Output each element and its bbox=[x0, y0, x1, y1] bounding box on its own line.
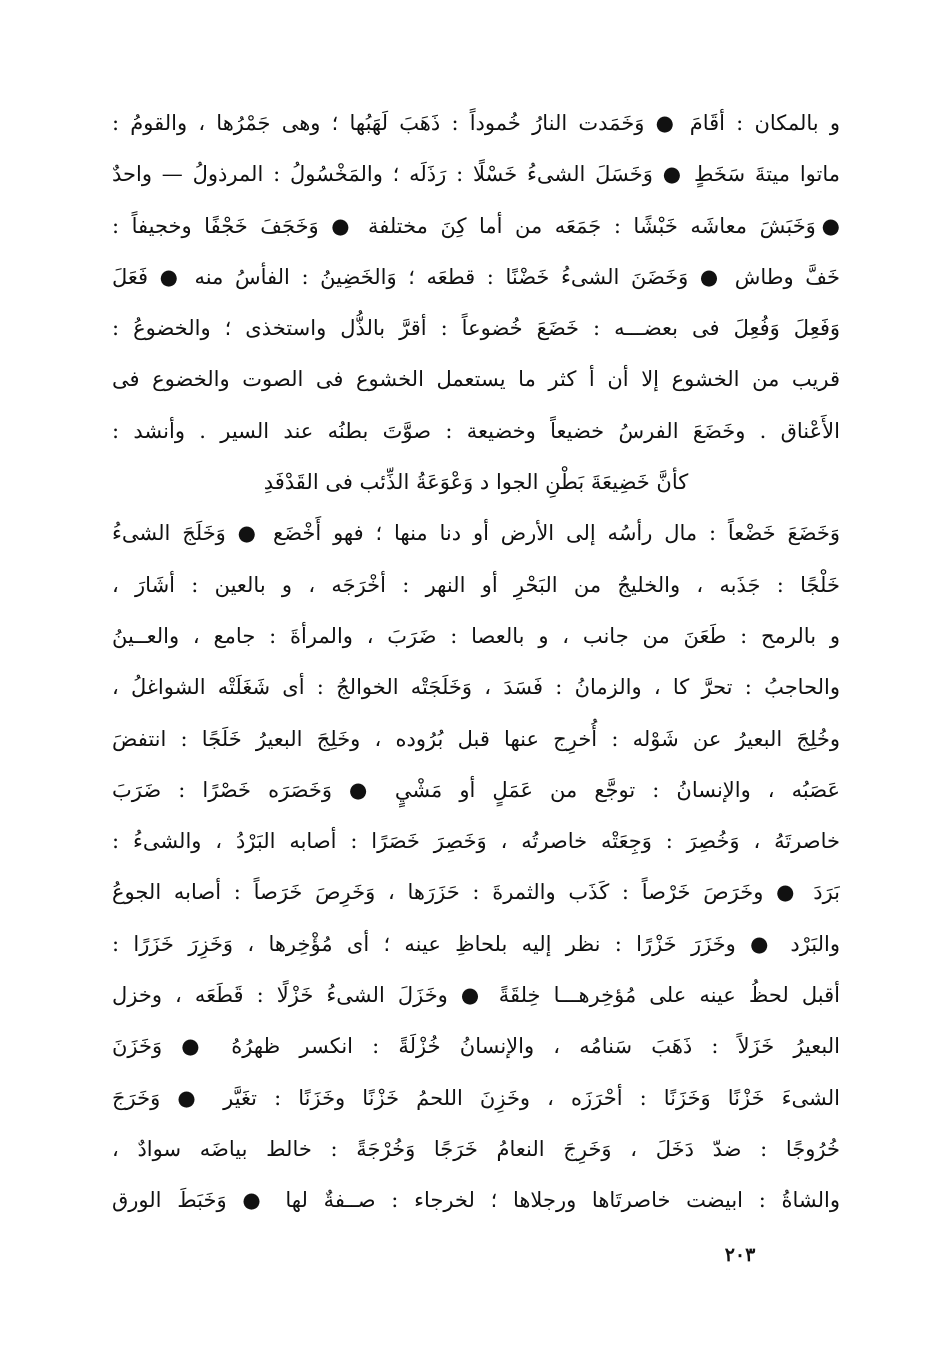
text-line: قريب من الخشوع إلا أن أ كثر ما يستعمل الخشوع فى الصوت والخضوع فى bbox=[112, 367, 840, 392]
text-line: خاصرتَهُ ، وَخُصِرَ : وَجِعَتْه خاصرتُه ، وَخَصِرَ خَصَرًا : أصابه البَرْدُ ، والشىءُ : bbox=[112, 829, 840, 854]
text-line: وخُلِجَ البعيرُ عن شَوْله : أُخرِج عنها قبل بُرُوده ، وخَلِجَ البعيرُ خَلَجًا : انتفضَ bbox=[112, 726, 840, 751]
text-line: و بالمكان : أقَامَ ● وَخَمَدت النارُ خُموداً : ذَهَبَ لَهَبُها ؛ وهى جَمْرُها ، والقومُ : bbox=[112, 111, 840, 135]
text-line: و بالرمح : طَعَنَ من جانب ، و بالعصا : ضَرَبَ ، والمرأةَ : جامع ، والعــينُ bbox=[112, 623, 840, 648]
text-line: والبَرْد ● وخَزَرَ خَزْرًا : نظر إليه بلحاظِ عينه ؛ أى مُؤْخِرها ، وَخَزِرَ خَزَرًا : bbox=[112, 931, 840, 956]
text-line: أقبل لحظُ عينه على مُؤخِرهـــا خِلقَةً ● وخَزَلَ الشىءُ خَزْلًا : قَطَعَه ، وخزل bbox=[112, 983, 840, 1008]
text-line: ●وَخَبَشَ معاشَه خَبْشًا : جَمَعَه من أما كِنَ مختلفة ● وَخَجَفَ خَجْفًا وخجيفاً : bbox=[112, 213, 840, 238]
text-line: خَلْجًا : جَذَبه ، والخليجُ من البَحْرِ أو النهر : أخْرَجَه ، و بالعين : أشَارَ ، bbox=[112, 572, 840, 597]
text-line: والشاةُ : ابيضت خاصرتَاها ورجلاها ؛ لخرجاء : صــفةٌ لها ● وَخَبَطَ الورق bbox=[112, 1188, 840, 1213]
text-line: والحاجبُ : تحرَّ كا ، والزمانُ : فَسَدَ ، وَخَلَجَتْه الخوالجُ : أى شَغَلَتْه الشواغلُ ، bbox=[112, 675, 840, 700]
text-line: وَفَعِلَ وَفُعِلَ فى بعضـــه : خَضَعَ خُضوعاً : أقرَّ بالذُّل واستخذى ؛ والخضوعُ : bbox=[112, 316, 840, 341]
text-line: خَفَّ وطاش ● وَخَضَنَ الشىءُ خَضْنًا : قطعَه ؛ وَالخَضِينُ : الفأسُ منه ● فَعَلَ bbox=[112, 264, 840, 289]
text-line: الشىءَ خَزْنًا وَخَزَنًا : أحْرَزَه ، وخَزِنَ اللحمُ خَزْنًا وخَزَنًا : تغَيَّر ● وَخَرَجَ bbox=[112, 1085, 840, 1110]
text-line: عَصَبُه ، والإنسانُ : توجَّع من عَمَلٍ أو مَشْيٍ ● وَخَصَرَه خَصْرًا : ضَرَبَ bbox=[112, 777, 840, 802]
text-line: بَرَدَ ● وخَرَصَ خَرْصاً : كَذَب والثمرةَ : حَزَرَها ، وَخَرِصَ خَرَصاً : أصابه الجوعُ bbox=[112, 880, 840, 905]
text-line: خُرُوجًا : ضدّ دَخَلَ ، وَخَرِجَ النعامُ خَرَجًا وَخُرْجَةً : خالط بياضَه سوادٌ ، bbox=[112, 1136, 840, 1161]
page-number: ٢٠٣ bbox=[724, 1244, 756, 1266]
entry-text-block bbox=[112, 98, 840, 1227]
text-line: الأَعْناق . وخَضَعَ الفرسُ خضيعاً وخضيعة : صوَّتَ بطنُه عند السير . وأنشد : bbox=[112, 418, 840, 443]
text-line: ماتوا ميتةَ سَخَطٍ ● وَخَسَلَ الشىءُ خَسْلًا : رَذَلَه ؛ والمَخْسُولُ : المرذولُ — واحدٌ bbox=[112, 162, 840, 187]
text-line: البعيرُ خَزَلاً : ذَهَبَ سَنامُه ، والإنسانُ خُزْلَةً : انكسر ظهرُهُ ● وَخَزَنَ bbox=[112, 1034, 840, 1059]
poetry-verse-line: كأنَّ خَضِيعَةَ بَطْنِ الجوا د وَعْوَعَةُ الذِّئب فى القَدْفَدِ bbox=[263, 470, 689, 495]
text-line: وَخَضَعَ خَضْعاً : مال رأسُه إلى الأرض أو دنا منها ؛ فهو أَخْضَع ● وَخَلَجَ الشىءُ bbox=[112, 521, 840, 546]
